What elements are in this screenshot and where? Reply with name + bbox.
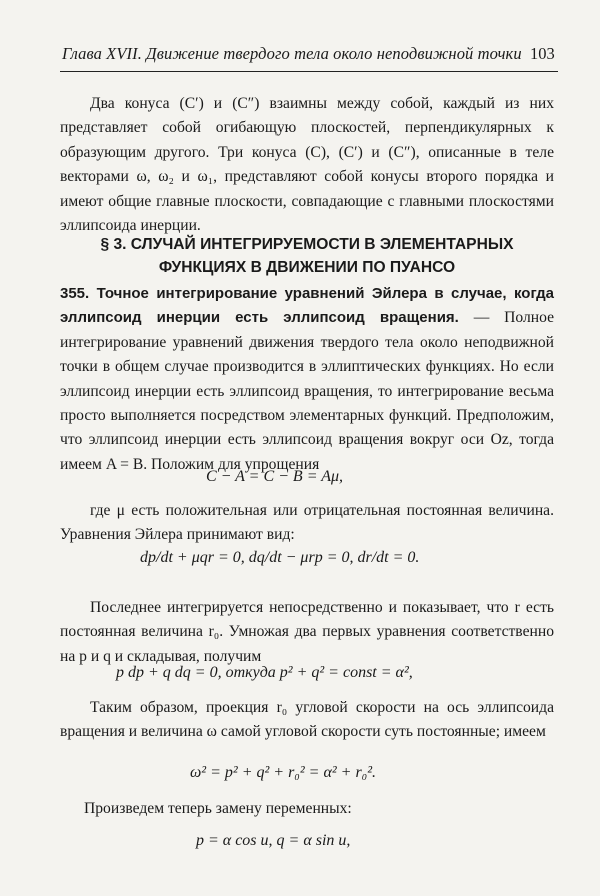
section-355: [60, 282, 554, 477]
paragraph-cones: Два конуса (C′) и (C″) взаимны между собой, каждый из них представляет собой огибающую плоскостей, перпендикулярных к образующим другого. Три конуса (C), (C′) и (C″), описанные в теле векторами ω, ω₂ и ω₁, представляют собой конусы второго порядка и имеют общие главные плоскости, совпадающие с главными плоскостями эллипсоида инерции.: [60, 95, 554, 235]
paragraph-projection: Таким образом, проекция r₀ угловой скорости на ось эллипсоида вращения и величина ω самой угловой скорости суть постоянные; имеем: [60, 699, 554, 741]
formula-euler-equations: dp/dt + μqr = 0, dq/dt − μrp = 0, dr/dt = 0.: [140, 549, 420, 566]
formula-inertia: C − A = C − B = Aμ,: [206, 468, 344, 485]
formula-substitution: p = α cos u, q = α sin u,: [196, 832, 351, 849]
paragraph-substitution: Произведем теперь замену переменных:: [84, 800, 352, 817]
page-number: 103: [530, 44, 555, 63]
running-header-title: Глава XVII. Движение твердого тела около неподвижной точки: [62, 44, 522, 63]
paragraph-integration: Последнее интегрируется непосредственно и показывает, что r есть постоянная величина r₀. Умножая два первых уравнения соответственно на p и q и складывая, получим: [60, 599, 554, 665]
section-355-text: — Полное интегрирование уравнений движения твердого тела около неподвижной точки в общем случае производится в эллиптических функциях. Но если эллипсоид инерции есть эллипсоид вращения, то интегрирование весьма просто выполняется посредством элементарных функций. Предположим, что эллипсоид инерции есть эллипсоид вращения вокруг оси Oz, тогда имеем A = B. Положим для упрощения: [60, 309, 555, 473]
section-355-title: 355. Точное интегрирование уравнений Эйлера в случае, когда эллипсоид инерции есть эллипсоид вращения.: [60, 285, 554, 327]
header-rule: [60, 71, 558, 72]
paragraph-mu: где μ есть положительная или отрицательная постоянная величина. Уравнения Эйлера принимают вид:: [60, 502, 554, 544]
formula-pq-integral: p dp + q dq = 0, откуда p² + q² = const = α²,: [116, 664, 413, 681]
section-heading: § 3. СЛУЧАЙ ИНТЕГРИРУЕМОСТИ В ЭЛЕМЕНТАРНЫХ ФУНКЦИЯХ В ДВИЖЕНИИ ПО ПУАНСО: [100, 236, 514, 276]
formula-omega-squared: ω² = p² + q² + r₀² = α² + r₀².: [190, 764, 377, 781]
